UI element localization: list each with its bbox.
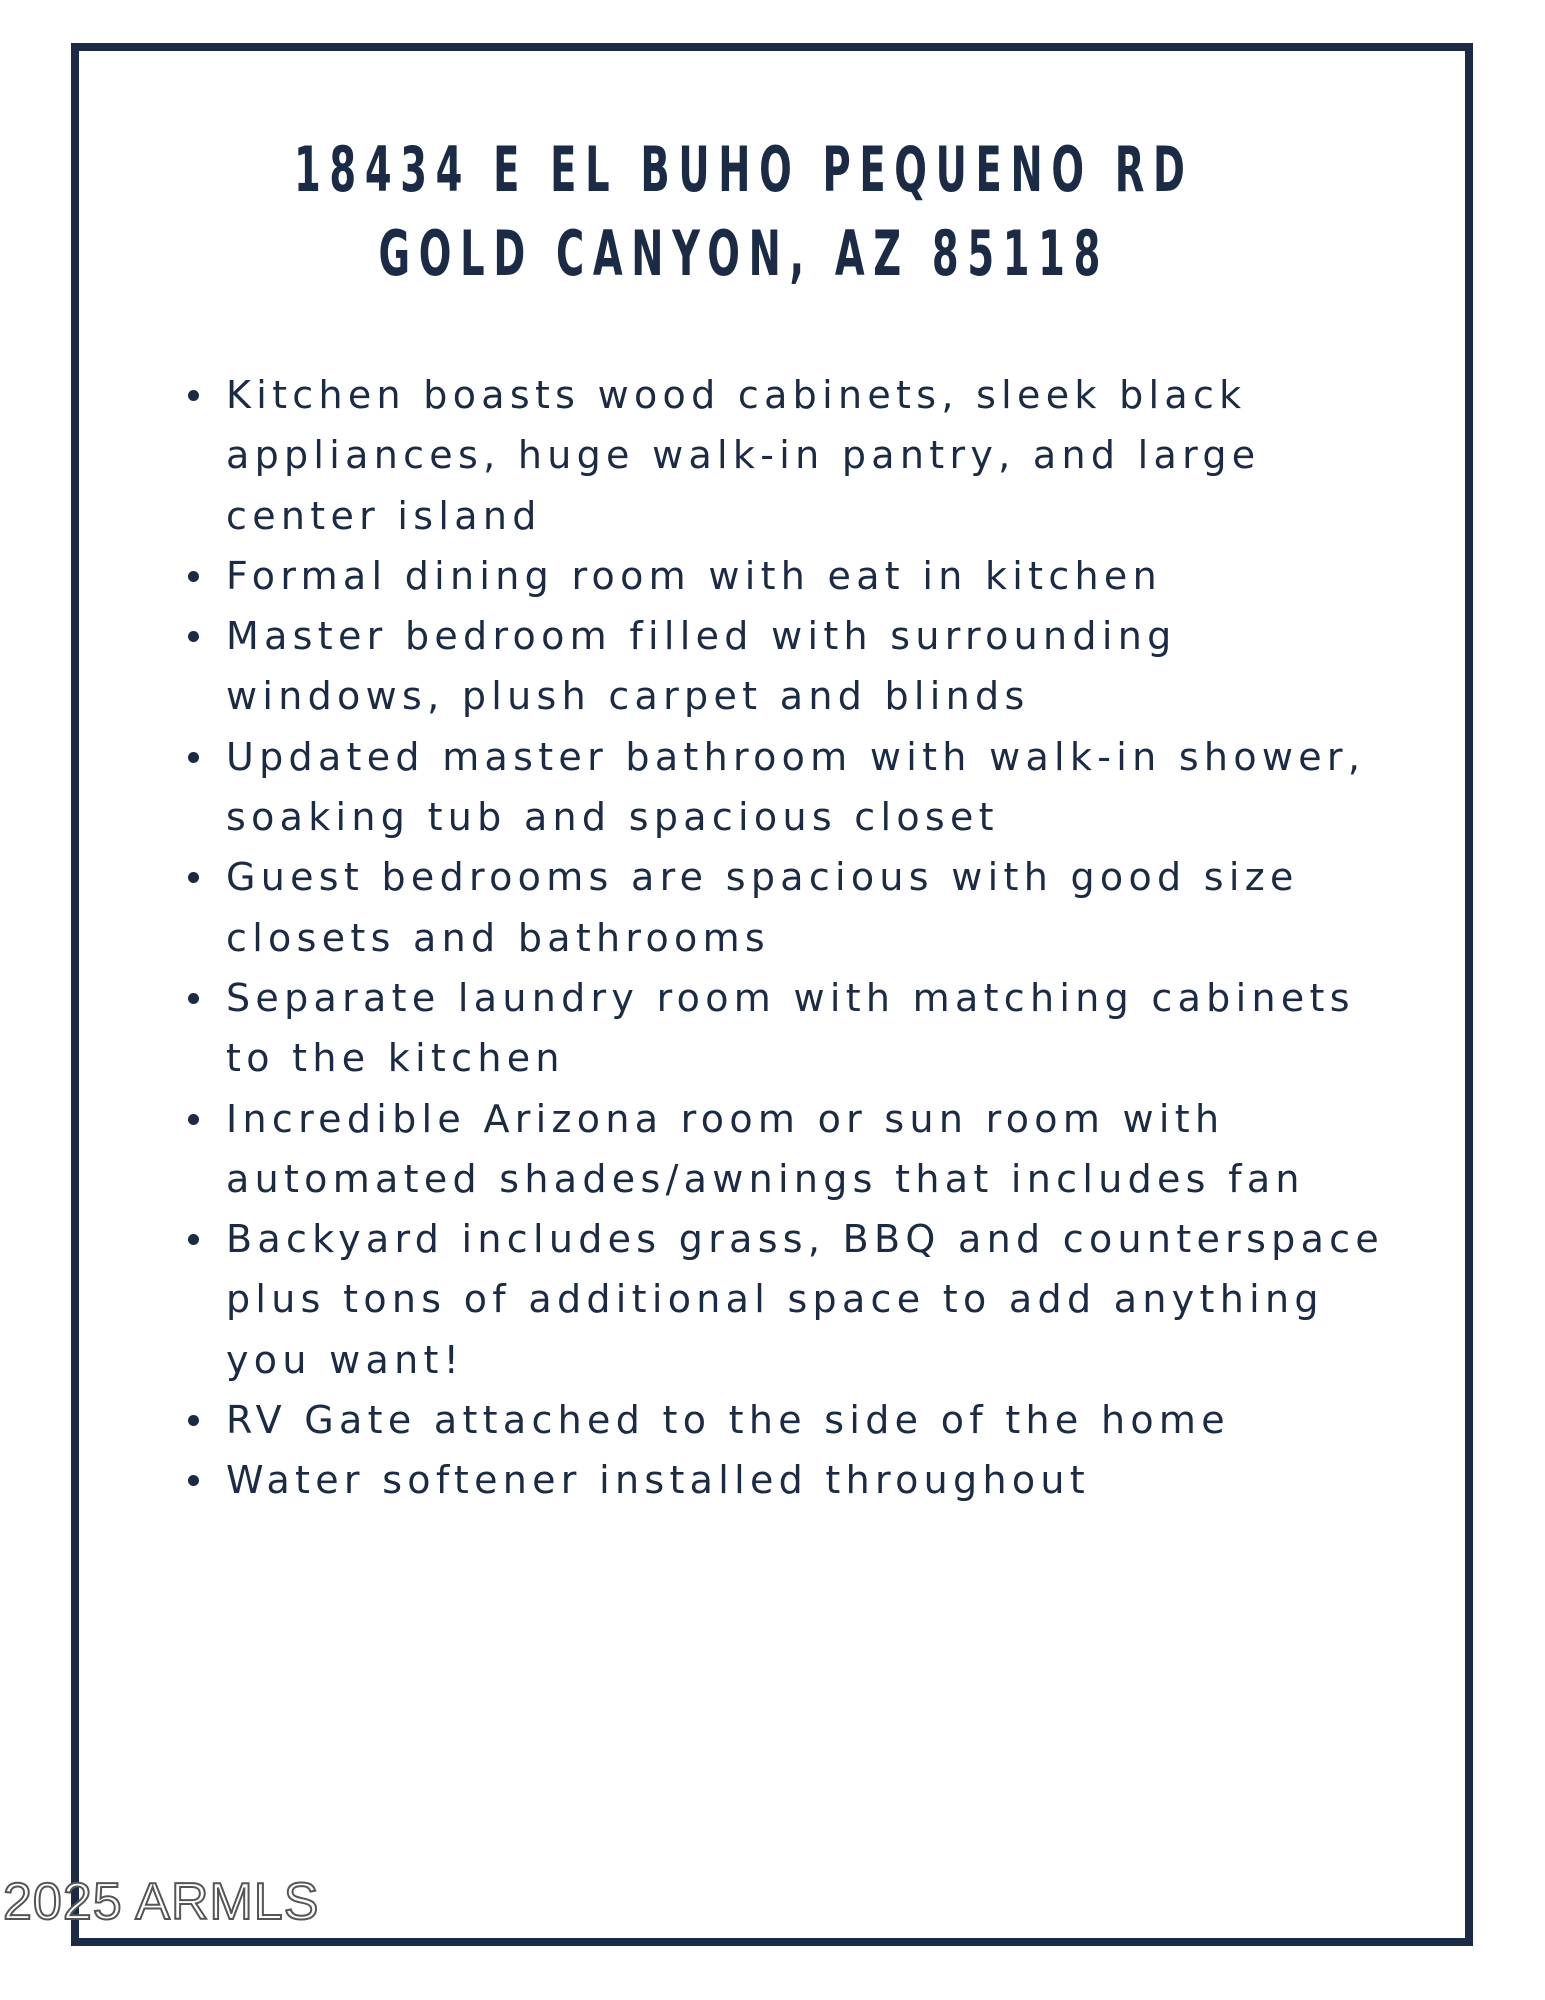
feature-text: Separate laundry room with matching cabinets to the kitchen (226, 975, 1355, 1081)
bullet-icon (188, 1114, 199, 1125)
feature-item (184, 606, 1394, 727)
address-heading (285, 128, 1203, 296)
feature-item (184, 365, 1394, 546)
feature-item (184, 968, 1394, 1089)
bullet-icon (188, 631, 199, 642)
bullet-icon (188, 571, 199, 582)
bullet-icon (188, 872, 199, 883)
bullet-icon (188, 752, 199, 763)
feature-item (184, 1450, 1394, 1510)
feature-text: Incredible Arizona room or sun room with automated shades/awnings that includes fan (226, 1096, 1305, 1201)
feature-text: Guest bedrooms are spacious with good size closets and bathrooms (226, 855, 1299, 960)
feature-text: Kitchen boasts wood cabinets, sleek black appliances, huge walk-in pantry, and large center island (226, 373, 1261, 538)
feature-text: Water softener installed throughout (226, 1458, 1090, 1503)
feature-item (184, 1209, 1394, 1390)
feature-text: Master bedroom filled with surrounding windows, plush carpet and blinds (226, 614, 1177, 719)
feature-list (184, 365, 1394, 1511)
copyright-watermark: 2025 ARMLS (3, 1873, 320, 1931)
bullet-icon (188, 1415, 199, 1426)
bullet-icon (188, 1234, 199, 1245)
feature-item (184, 727, 1394, 848)
feature-text: Backyard includes grass, BBQ and counterspace plus tons of additional space to add anything you want! (226, 1217, 1385, 1382)
feature-item (184, 1089, 1394, 1210)
address-street: 18434 E EL BUHO PEQUENO RD (293, 133, 1194, 206)
address-city-state-zip: GOLD CANYON, AZ 85118 (378, 217, 1110, 290)
feature-text: Updated master bathroom with walk-in shower, soaking tub and spacious closet (226, 734, 1366, 840)
feature-text: RV Gate attached to the side of the home (226, 1398, 1230, 1443)
bullet-icon (188, 1475, 199, 1486)
bullet-icon (188, 390, 199, 401)
bullet-icon (188, 993, 199, 1004)
feature-item (184, 847, 1394, 968)
feature-item (184, 546, 1394, 606)
feature-text: Formal dining room with eat in kitchen (226, 553, 1162, 598)
feature-item (184, 1390, 1394, 1450)
